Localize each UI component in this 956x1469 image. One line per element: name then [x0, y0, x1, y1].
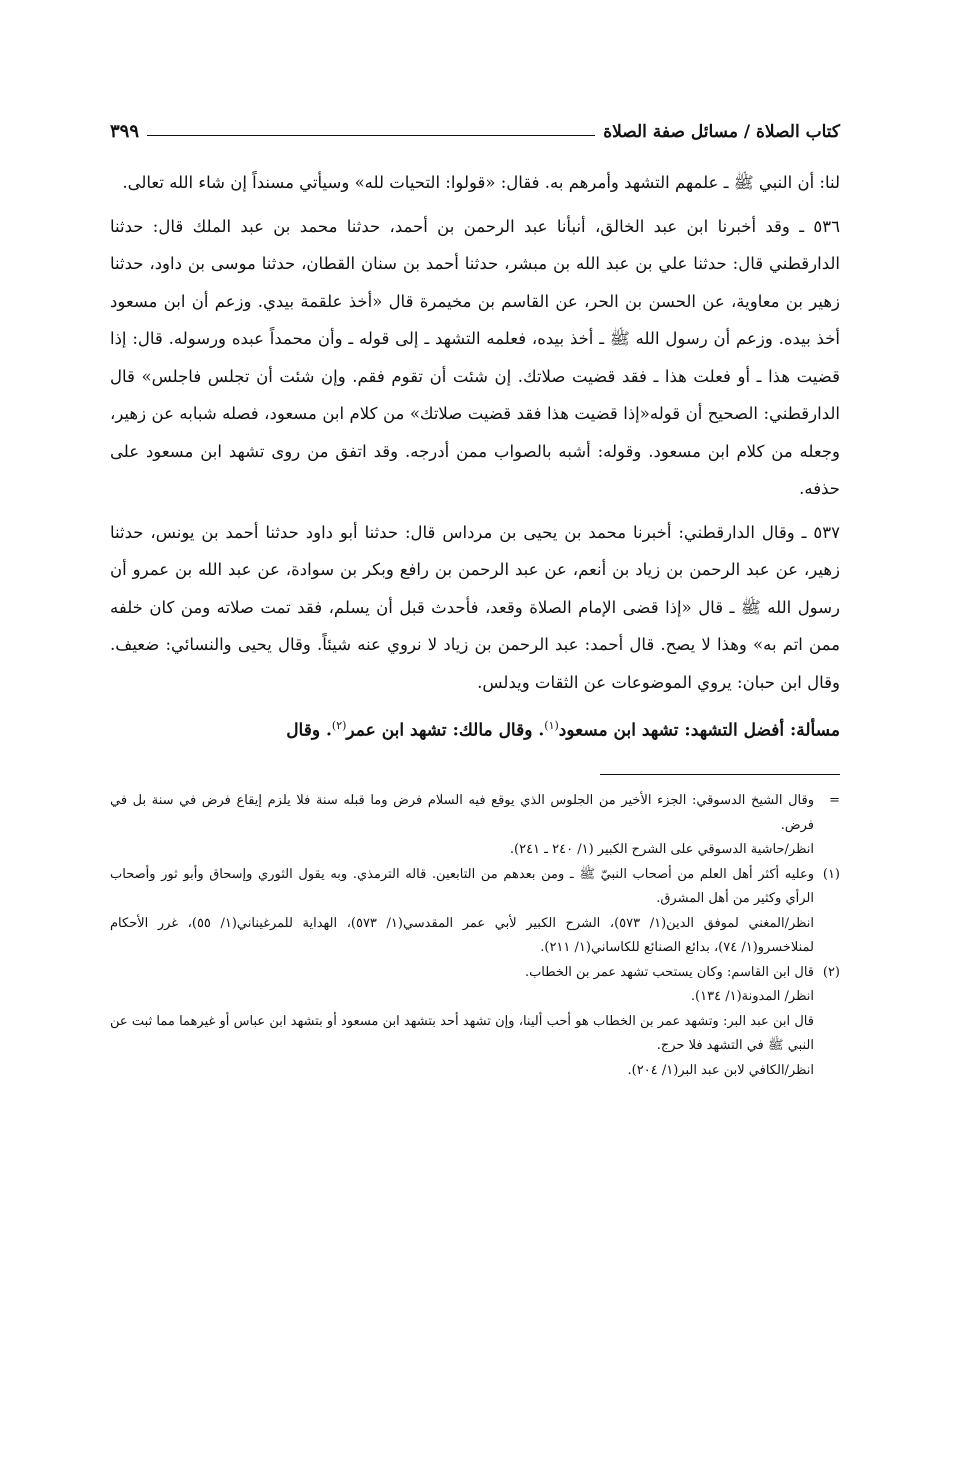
footnote-mark: =	[829, 793, 840, 809]
issue-text-3: . وقال	[286, 720, 332, 741]
footnote-line: وقال الشيخ الدسوقي: الجزء الأخير من الجلوس الذي يوقع فيه السلام فرض وما قبله سنة فلا يلزم إيقاع فرض في سنة بل في فرض.	[110, 793, 814, 833]
paragraph-hadith-536: ٥٣٦ ـ وقد أخبرنا ابن عبد الخالق، أنبأنا عبد الرحمن بن أحمد، حدثنا محمد بن عبد الملك قال: حدثنا الدارقطني قال: حدثنا علي بن عبد الله بن مبشر، حدثنا أحمد بن سنان القطان، حدثنا موسى بن داود، حدثنا زهير بن معاوية، عن الحسن بن الحر، عن القاسم بن مخيمرة قال «أخذ علقمة بيدي. وزعم أن ابن مسعود أخذ بيده. وزعم أن رسول الله ﷺ ـ أخذ بيده، فعلمه التشهد ـ إلى قوله ـ وأن محمداً عبده ورسوله. قال: إذا قضيت هذا ـ أو فعلت هذا ـ فقد قضيت صلاتك. إن شئت أن تقوم فقم. وإن شئت أن تجلس فاجلس» قال الدارقطني: الصحيح أن قوله«إذا قضيت هذا فقد قضيت صلاتك» من كلام ابن مسعود، فصله شبابه عن زهير، وجعله من كلام ابن مسعود. وقوله: أشبه بالصواب ممن أدرجه. وقد اتفق من روى تشهد ابن مسعود على حذفه.	[110, 216, 840, 498]
footnote-continued	[110, 789, 840, 863]
paragraph-intro: لنا: أن النبي ﷺ ـ علمهم التشهد وأمرهم به. فقال: «قولوا: التحيات لله» وسيأتي مسنداً إن شاء الله تعالى.	[122, 173, 840, 192]
footnote-line: قال ابن عبد البر: وتشهد عمر بن الخطاب هو أحب ألينا، وإن تشهد أحد بتشهد ابن مسعود أو بتشهد ابن عباس أو غيرهما مما ثبت عن النبي ﷺ في التشهد فلا حرج.	[110, 1013, 814, 1054]
footnote-line: وعليه أكثر أهل العلم من أصحاب النبيّ ﷺ ـ ومن بعدهم من التابعين. قاله الترمذي. وبه يقول الثوري وإسحاق وأبو ثور وأصحاب الرأي وكثير من أهل المشرق.	[110, 866, 814, 907]
footnote-ref-1: (١)	[544, 719, 559, 732]
footnote-mark: (١)	[822, 866, 840, 882]
footnote-line: انظر/الكافي لابن عبد البر(١/ ٢٠٤).	[627, 1062, 814, 1078]
page-number: ٣٩٩	[110, 121, 140, 142]
footnote-line: انظر/حاشية الدسوقي على الشرح الكبير (١/ ٢٤٠ ـ ٢٤١).	[509, 842, 814, 858]
footnote-1	[110, 863, 840, 961]
footnote-separator	[600, 774, 840, 775]
footnote-mark: (٢)	[822, 964, 840, 980]
footnote-ref-2: (٢)	[331, 719, 347, 732]
footnote-line: انظر/ المدونة(١/ ١٣٤).	[690, 989, 814, 1005]
footnote-line: قال ابن القاسم: وكان يستحب تشهد عمر بن الخطاب.	[524, 964, 814, 980]
paragraph-hadith-537: ٥٣٧ ـ وقال الدارقطني: أخبرنا محمد بن يحيى بن مرداس قال: حدثنا أبو داود حدثنا أحمد بن يونس، حدثنا زهير، عن عبد الرحمن بن زياد بن أنعم، عن عبد الرحمن بن رافع وبكر بن سوادة، عن عبد الله بن عمرو أن رسول الله ﷺ ـ قال «إذا قضى الإمام الصلاة وقعد، فأحدث قبل أن يسلم، فقد تمت صلاته ومن كان خلفه ممن اتم به» وهذا لا يصح. قال أحمد: عبد الرحمن بن زياد لا نروي عنه شيئاً. وقال يحيى والنسائي: ضعيف. وقال ابن حبان: يروي الموضوعات عن الثقات ويدلس.	[110, 522, 840, 692]
issue-heading	[110, 707, 840, 750]
footnote-line: انظر/المغني لموفق الدين(١/ ٥٧٣)، الشرح الكبير لأبي عمر المقدسي(١/ ٥٧٣)، الهداية للمرغيناني(١/ ٥٥)، غرر الأحكام لمنلاخسرو(١/ ٧٤)، بدائع الصنائع للكاساني(١/ ٢١١).	[110, 915, 815, 956]
book-page	[110, 108, 840, 1083]
running-header	[110, 108, 840, 142]
header-title: كتاب الصلاة / مسائل صفة الصلاة	[603, 122, 840, 142]
issue-text-2: . وقال مالك: تشهد ابن عمر	[346, 720, 545, 741]
footnote-2	[110, 961, 840, 1084]
header-rule	[147, 135, 595, 136]
issue-text-1: مسألة: أفضل التشهد: تشهد ابن مسعود	[558, 720, 840, 741]
